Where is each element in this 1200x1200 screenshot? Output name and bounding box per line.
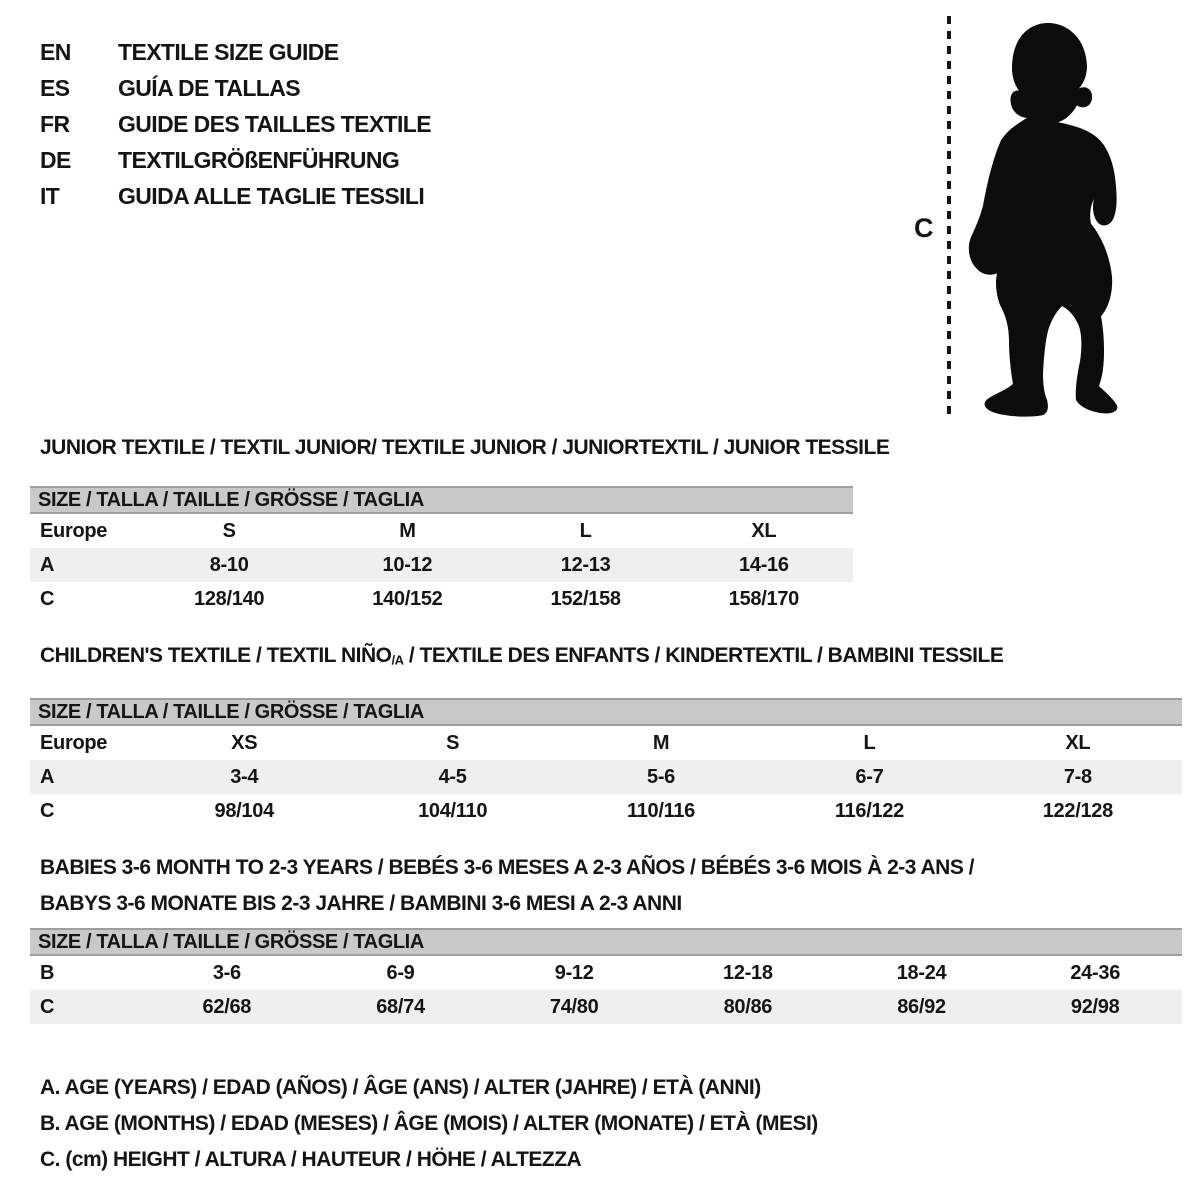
babies-size-table [30,928,1182,1024]
months-cell: 3-6 [212,961,241,984]
table-row-height [30,582,853,616]
note-age-years: A. AGE (YEARS) / EDAD (AÑOS) / ÂGE (ANS) / ALTER (JAHRE) / ETÀ (ANNI) [40,1076,761,1099]
junior-section-title: JUNIOR TEXTILE / TEXTIL JUNIOR/ TEXTILE JUNIOR / JUNIORTEXTIL / JUNIOR TESSILE [40,436,890,459]
legend-notes [40,1070,818,1178]
height-cell: 80/86 [723,995,773,1018]
row-label: C [40,995,55,1018]
height-cell: 92/98 [1070,995,1120,1018]
table-row-height [30,990,1182,1024]
age-cell: 10-12 [382,553,433,576]
row-label: Europe [40,519,108,542]
table-row-age [30,760,1182,794]
guide-title-en: TEXTILE SIZE GUIDE [118,39,339,65]
childrens-textile-section [30,643,1182,828]
language-row-es [40,70,431,106]
height-measure-dashed-line [947,16,951,418]
language-code: EN [40,39,71,65]
language-row-de [40,142,431,178]
toddler-silhouette-icon [953,14,1153,420]
size-cell: S [446,731,460,754]
language-row-it [40,178,431,214]
note-age-months: B. AGE (MONTHS) / EDAD (MESES) / ÂGE (MOIS) / ALTER (MONATE) / ETÀ (MESI) [40,1112,818,1135]
title-text: / TEXTILE DES ENFANTS / KINDERTEXTIL / BAMBINI TESSILE [403,644,1004,667]
size-cell: XL [751,519,777,542]
height-cell: 110/116 [627,799,696,822]
months-cell: 6-9 [386,961,415,984]
table-row-age [30,548,853,582]
size-cell: S [222,519,236,542]
table-row-height [30,794,1182,828]
months-cell: 12-18 [723,961,773,984]
junior-size-table [30,486,853,616]
row-label: Europe [40,731,108,754]
babies-textile-section [30,850,1182,1024]
language-code: IT [40,183,60,209]
size-header-bar: SIZE / TALLA / TAILLE / GRÖSSE / TAGLIA [30,698,1182,726]
row-label: C [40,587,55,610]
guide-title-fr: GUIDE DES TAILLES TEXTILE [118,111,431,137]
table-row-months [30,956,1182,990]
months-cell: 18-24 [896,961,947,984]
row-label: B [40,961,55,984]
language-row-en [40,34,431,70]
height-cell: 158/170 [728,587,799,610]
height-cell: 122/128 [1042,799,1113,822]
table-row-europe [30,514,853,548]
childrens-size-table [30,698,1182,828]
row-label: A [40,765,55,788]
height-cell: 98/104 [214,799,274,822]
months-cell: 9-12 [554,961,594,984]
title-text: CHILDREN'S TEXTILE / TEXTIL NIÑO [40,644,392,667]
height-cell: 104/110 [418,799,488,822]
size-cell: L [579,519,592,542]
age-cell: 4-5 [438,765,467,788]
height-measure-label: C [914,213,934,243]
language-row-fr [40,106,431,142]
months-cell: 24-36 [1070,961,1121,984]
guide-title-de: TEXTILGRÖßENFÜHRUNG [118,147,400,173]
height-cell: 140/152 [372,587,443,610]
age-cell: 3-4 [230,765,259,788]
height-cell: 128/140 [194,587,265,610]
height-cell: 74/80 [549,995,599,1018]
guide-title-es: GUÍA DE TALLAS [118,75,300,101]
size-cell: XS [231,731,258,754]
size-cell: M [652,731,670,754]
junior-textile-section [30,435,890,616]
age-cell: 8-10 [209,553,249,576]
size-header-bar: SIZE / TALLA / TAILLE / GRÖSSE / TAGLIA [30,928,1182,956]
table-row-europe [30,726,1182,760]
size-cell: XL [1065,731,1091,754]
language-code: FR [40,111,70,137]
size-header-bar: SIZE / TALLA / TAILLE / GRÖSSE / TAGLIA [30,486,853,514]
guide-title-it: GUIDA ALLE TAGLIE TESSILI [118,183,425,209]
height-cell: 86/92 [897,995,946,1018]
language-code: DE [40,147,71,173]
height-cell: 116/122 [834,799,904,822]
language-code: ES [40,75,70,101]
height-cell: 152/158 [550,587,621,610]
babies-title-line2: BABYS 3-6 MONATE BIS 2-3 JAHRE / BAMBINI 3-6 MESI A 2-3 ANNI [40,892,682,915]
height-cell: 62/68 [202,995,252,1018]
age-cell: 6-7 [855,765,884,788]
height-cell: 68/74 [376,995,425,1018]
babies-section-title [40,850,1182,922]
babies-title-line1: BABIES 3-6 MONTH TO 2-3 YEARS / BEBÉS 3-6 MESES A 2-3 AÑOS / BÉBÉS 3-6 MOIS À 2-3 ANS / [40,856,975,879]
size-cell: M [399,519,416,542]
age-cell: 14-16 [739,553,789,576]
language-header [40,34,431,214]
childrens-section-title [40,643,1182,673]
row-label: C [40,799,55,822]
age-cell: 12-13 [560,553,611,576]
age-cell: 7-8 [1063,765,1092,788]
note-height-cm: C. (cm) HEIGHT / ALTURA / HAUTEUR / HÖHE / ALTEZZA [40,1148,582,1171]
title-subscript: /A [391,652,404,668]
age-cell: 5-6 [647,765,676,788]
row-label: A [40,553,55,576]
size-cell: L [863,731,876,754]
